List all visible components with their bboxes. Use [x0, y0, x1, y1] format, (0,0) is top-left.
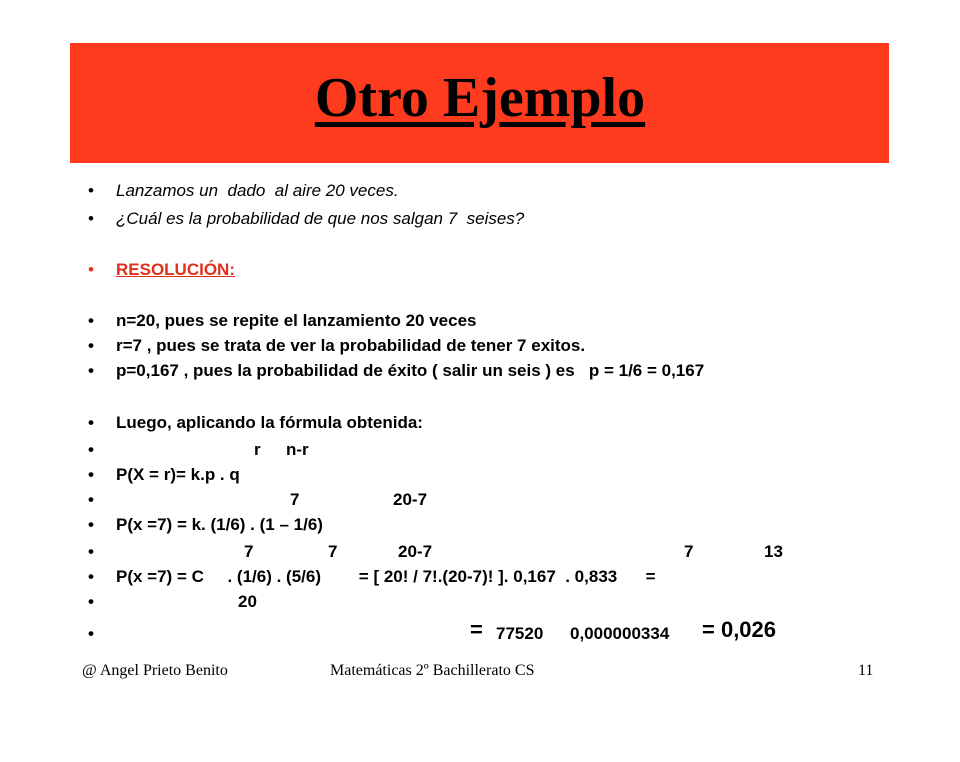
bullet-resolution	[88, 258, 235, 282]
exponent-7: 7	[290, 490, 300, 509]
definition-r: r=7 , pues se trata de ver la probabilidad de tener 7 exitos.	[116, 336, 586, 355]
exponent-r: r	[254, 440, 261, 459]
formula-intro: Luego, aplicando la fórmula obtenida:	[116, 413, 423, 432]
intro-line-1: Lanzamos un dado al aire 20 veces.	[116, 181, 399, 200]
slide-title: Otro Ejemplo	[314, 67, 646, 129]
bullet-marker: •	[88, 515, 94, 534]
formula-k: P(x =7) = k. (1/6) . (1 – 1/6)	[116, 515, 323, 534]
bullet-intro-1	[88, 179, 399, 203]
definition-n: n=20, pues se repite el lanzamiento 20 veces	[116, 311, 477, 330]
bullet-marker: •	[88, 440, 94, 459]
exponent-7: 7	[328, 542, 338, 561]
bullet-exponents-1	[88, 438, 848, 462]
result-combination-value: 77520	[496, 624, 544, 643]
bullet-marker: •	[88, 624, 94, 643]
bullet-formula-k	[88, 513, 323, 537]
bullet-subscript	[88, 590, 848, 614]
bullet-result	[88, 618, 868, 648]
intro-line-2: ¿Cuál es la probabilidad de que nos salgan 7 seises?	[116, 209, 525, 228]
bullet-marker: •	[88, 542, 94, 561]
exponent-13: 13	[764, 542, 783, 561]
exponent-20-7: 20-7	[393, 490, 428, 509]
footer-page-number: 11	[858, 662, 874, 679]
bullet-exponents-2	[88, 488, 848, 512]
footer-author: @ Angel Prieto Benito	[82, 662, 228, 679]
bullet-intro-2	[88, 207, 525, 231]
bullet-def-p	[88, 359, 705, 383]
resolution-label: RESOLUCIÓN:	[116, 260, 235, 279]
bullet-marker: •	[88, 413, 94, 432]
bullet-formula-c	[88, 565, 656, 589]
bullet-marker: •	[88, 567, 94, 586]
footer-course: Matemáticas 2º Bachillerato CS	[330, 662, 535, 679]
exponent-n-r: n-r	[286, 440, 309, 459]
bullet-marker: •	[88, 181, 94, 200]
bullet-marker: •	[88, 209, 94, 228]
result-equals: =	[470, 617, 483, 642]
bullet-marker: •	[88, 260, 94, 279]
bullet-marker: •	[88, 465, 94, 484]
result-power-value: 0,000000334	[570, 624, 670, 643]
bullet-def-r	[88, 334, 586, 358]
bullet-marker: •	[88, 490, 94, 509]
definition-p: p=0,167 , pues la probabilidad de éxito ( salir un seis ) es p = 1/6 = 0,167	[116, 361, 705, 380]
bullet-exponents-3	[88, 540, 848, 564]
bullet-formula-general	[88, 463, 240, 487]
exponent-7: 7	[684, 542, 694, 561]
subscript-c-20: 20	[238, 592, 257, 611]
bullet-marker: •	[88, 361, 94, 380]
bullet-formula-intro	[88, 411, 423, 435]
bullet-marker: •	[88, 311, 94, 330]
superscript-c-7: 7	[244, 542, 254, 561]
result-final: = 0,026	[702, 617, 777, 642]
bullet-marker: •	[88, 336, 94, 355]
formula-c: P(x =7) = C . (1/6) . (5/6) = [ 20! / 7!.(20-7)! ]. 0,167 . 0,833 =	[116, 567, 656, 586]
exponent-20-7: 20-7	[398, 542, 433, 561]
formula-general: P(X = r)= k.p . q	[116, 465, 240, 484]
bullet-def-n	[88, 309, 477, 333]
bullet-marker: •	[88, 592, 94, 611]
